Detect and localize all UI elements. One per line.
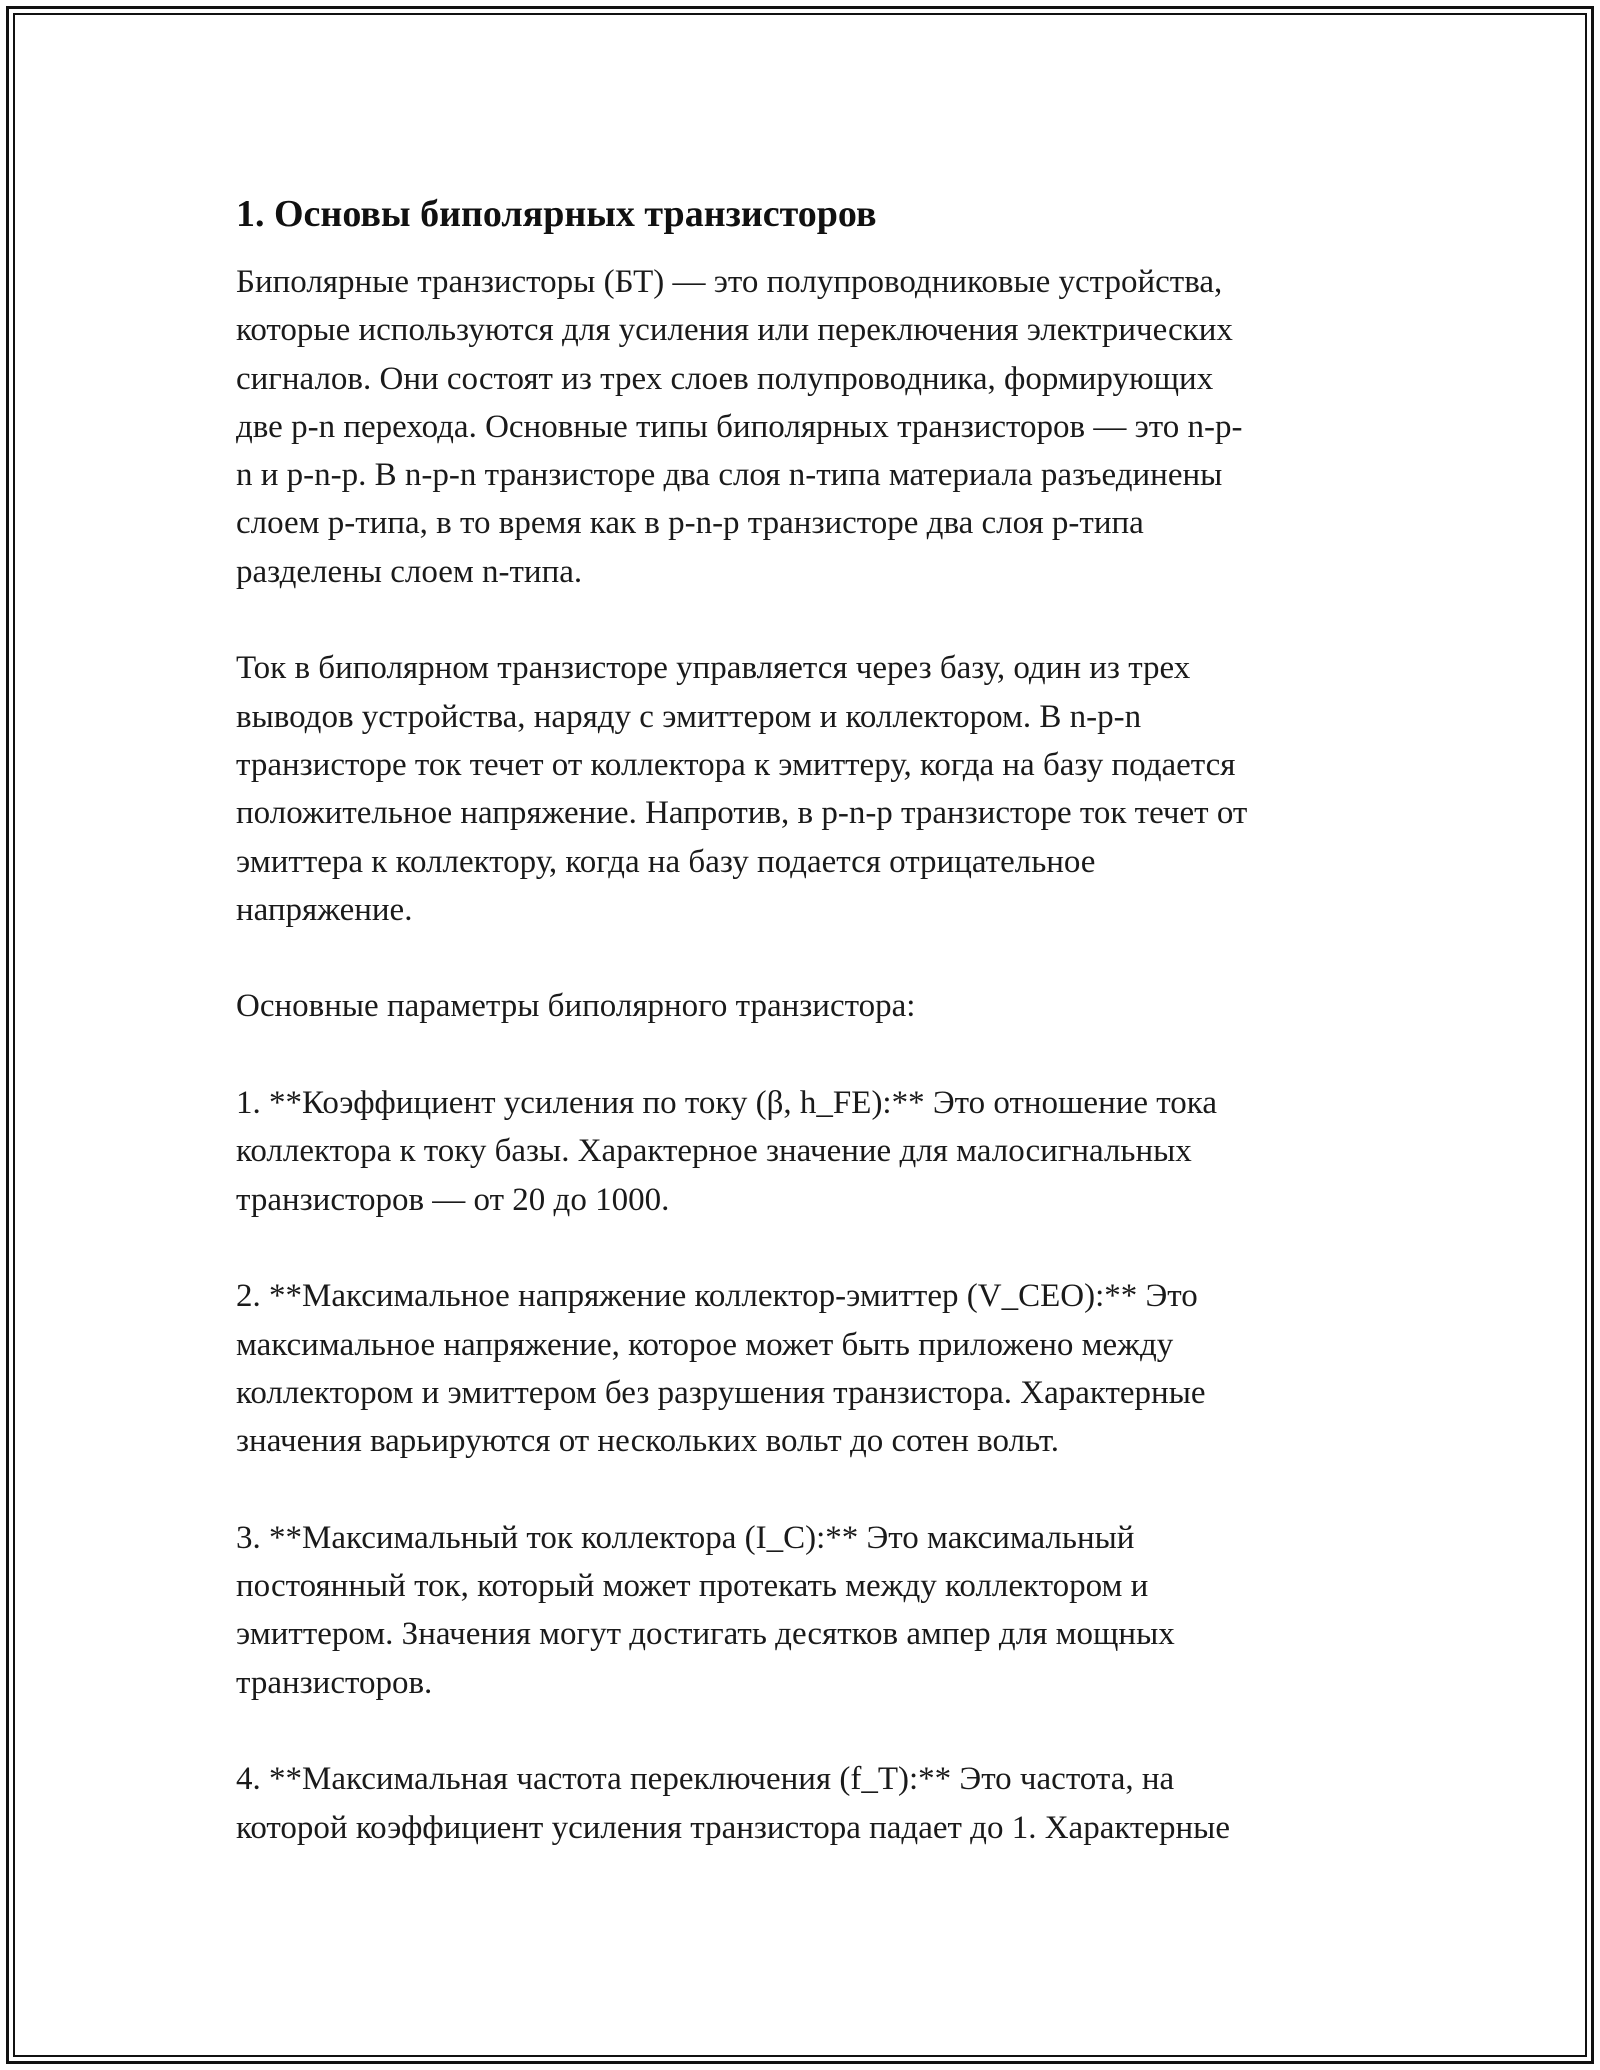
paragraph-intro: Биполярные транзисторы (БТ) — это полупроводниковые устройства, которые используются для усиления или переключения электрических сигналов. Они состоят из трех слоев полупроводника, формирующих две p-n перехода. Основные типы биполярных транзисторов — это n-p- n и p-n-p. В n-p-n транзисторе два слоя n-типа материала разъединены слоем p-типа, в то время как в p-n-p транзисторе два слоя p-типа разделены слоем n-типа. — [236, 264, 1243, 590]
section-heading: 1. Основы биполярных транзисторов — [236, 193, 877, 235]
list-item-max-frequency: 4. **Максимальная частота переключения (f_T):** Это частота, на которой коэффициент усиления транзистора падает до 1. Характерные — [236, 1761, 1230, 1846]
list-item-max-current: 3. **Максимальный ток коллектора (I_C):** Это максимальный постоянный ток, который может протекать между коллектором и эмиттером. Значения могут достигать десятков ампер для мощных транзисторов. — [236, 1519, 1175, 1701]
paragraph-current-control: Ток в биполярном транзисторе управляется через базу, один из трех выводов устройства, наряду с эмиттером и коллектором. В n-p-n транзисторе ток течет от коллектора к эмиттеру, когда на базу подается положительное напряжение. Напротив, в p-n-p транзисторе ток течет от эмиттера к коллектору, когда на базу подается отрицательное напряжение. — [236, 650, 1248, 928]
paragraph-parameters-intro: Основные параметры биполярного транзистора: — [236, 988, 916, 1025]
list-item-max-voltage: 2. **Максимальное напряжение коллектор-эмиттер (V_CEO):** Это максимальное напряжение, которое может быть приложено между коллектором и эмиттером без разрушения транзистора. Характерные значения варьируются от нескольких вольт до сотен вольт. — [236, 1278, 1206, 1460]
list-item-current-gain: 1. **Коэффициент усиления по току (β, h_FE):** Это отношение тока коллектора к току базы. Характерное значение для малосигнальных транзисторов — от 20 до 1000. — [236, 1085, 1217, 1218]
document-body — [236, 186, 1376, 1852]
